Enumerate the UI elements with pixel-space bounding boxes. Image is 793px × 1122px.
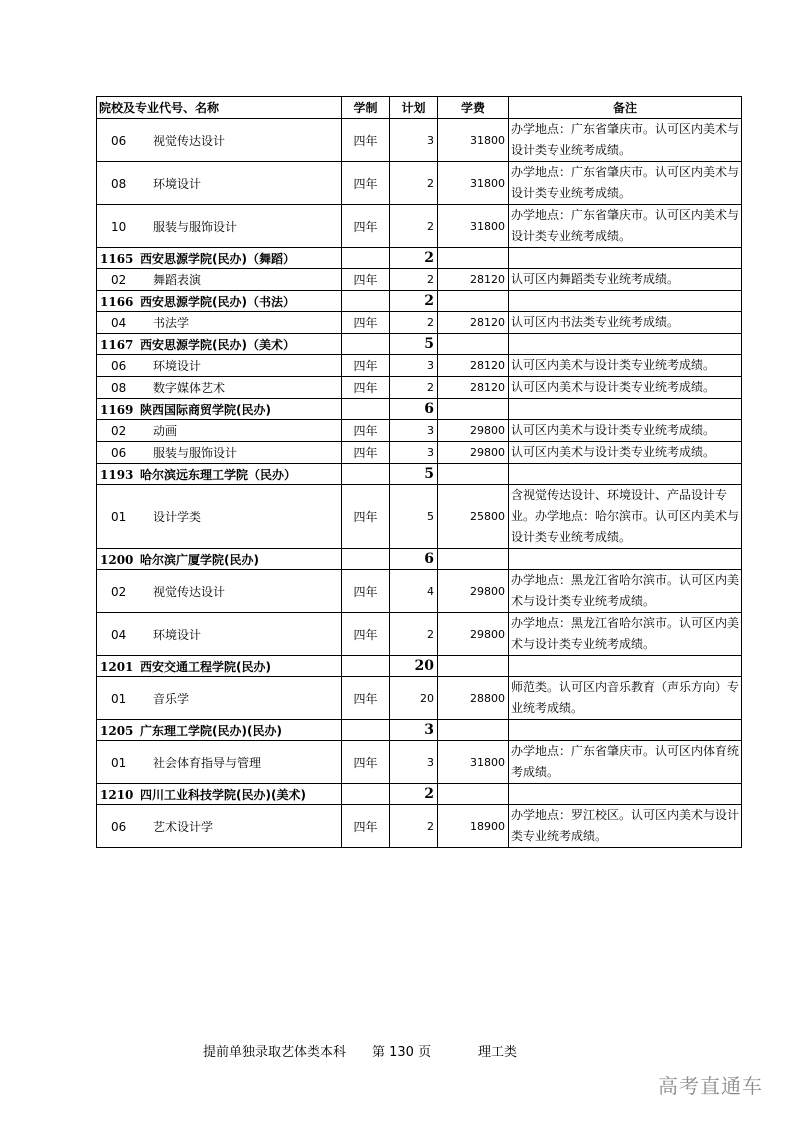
major-name: 环境设计 <box>153 359 202 373</box>
major-code: 01 <box>111 755 127 770</box>
major-name: 数字媒体艺术 <box>153 381 226 395</box>
admission-plan-table <box>96 96 742 848</box>
school-row <box>97 334 742 355</box>
footer-page-number: 第 130 页 <box>372 1045 432 1060</box>
major-fee: 31800 <box>438 741 509 784</box>
watermark: 高考直通车 <box>658 1074 763 1098</box>
major-code: 02 <box>111 424 127 438</box>
major-name: 视觉传达设计 <box>153 584 226 599</box>
major-note: 认可区内美术与设计类专业统考成绩。 <box>509 377 742 399</box>
major-duration: 四年 <box>342 377 390 399</box>
major-duration: 四年 <box>342 741 390 784</box>
major-code: 02 <box>111 584 127 599</box>
school-cell <box>97 291 342 312</box>
major-fee: 31800 <box>438 119 509 162</box>
major-cell <box>97 677 342 720</box>
school-note-cell <box>509 549 742 570</box>
major-note: 认可区内美术与设计类专业统考成绩。 <box>509 355 742 377</box>
major-cell <box>97 485 342 549</box>
school-cell <box>97 334 342 355</box>
school-name: 四川工业科技学院(民办)(美术) <box>140 787 306 802</box>
school-note-cell <box>509 248 742 269</box>
major-name: 社会体育指导与管理 <box>153 755 262 770</box>
school-plan: 5 <box>390 334 438 355</box>
school-duration-cell <box>342 656 390 677</box>
major-plan: 3 <box>390 741 438 784</box>
school-plan: 6 <box>390 549 438 570</box>
major-fee: 18900 <box>438 805 509 848</box>
major-row <box>97 377 742 399</box>
major-duration: 四年 <box>342 312 390 334</box>
major-plan: 4 <box>390 570 438 613</box>
table-header-row <box>97 97 742 119</box>
school-name: 西安交通工程学院(民办) <box>140 659 271 674</box>
major-cell <box>97 570 342 613</box>
major-plan: 20 <box>390 677 438 720</box>
major-code: 04 <box>111 316 127 330</box>
major-note: 办学地点：黑龙江省哈尔滨市。认可区内美术与设计类专业统考成绩。 <box>509 570 742 613</box>
major-row <box>97 570 742 613</box>
school-name: 西安思源学院(民办)（美术） <box>140 337 295 352</box>
major-plan: 2 <box>390 162 438 205</box>
major-code: 06 <box>111 359 127 373</box>
major-cell <box>97 312 342 334</box>
school-row <box>97 399 742 420</box>
major-note: 办学地点：罗江校区。认可区内美术与设计类专业统考成绩。 <box>509 805 742 848</box>
school-note-cell <box>509 399 742 420</box>
school-name: 西安思源学院(民办)（书法） <box>140 294 295 309</box>
school-code: 1169 <box>100 402 134 417</box>
major-note: 办学地点：广东省肇庆市。认可区内美术与设计类专业统考成绩。 <box>509 162 742 205</box>
school-row <box>97 291 742 312</box>
major-cell <box>97 442 342 464</box>
school-note-cell <box>509 291 742 312</box>
major-row <box>97 677 742 720</box>
major-name: 艺术设计学 <box>153 819 214 834</box>
major-fee: 29800 <box>438 442 509 464</box>
major-plan: 3 <box>390 119 438 162</box>
school-duration-cell <box>342 334 390 355</box>
school-name: 哈尔滨广厦学院(民办) <box>140 552 259 567</box>
major-row <box>97 741 742 784</box>
major-note: 办学地点：广东省肇庆市。认可区内美术与设计类专业统考成绩。 <box>509 205 742 248</box>
major-note: 认可区内美术与设计类专业统考成绩。 <box>509 420 742 442</box>
major-row <box>97 355 742 377</box>
major-name: 书法学 <box>153 316 190 330</box>
major-row <box>97 119 742 162</box>
major-note: 认可区内美术与设计类专业统考成绩。 <box>509 442 742 464</box>
header-name: 院校及专业代号、名称 <box>97 97 342 119</box>
major-name: 音乐学 <box>153 691 190 706</box>
school-name: 哈尔滨远东理工学院（民办） <box>140 467 297 482</box>
school-fee-cell <box>438 399 509 420</box>
major-name: 环境设计 <box>153 176 202 191</box>
header-duration: 学制 <box>342 97 390 119</box>
major-cell <box>97 162 342 205</box>
footer-track: 理工类 <box>478 1045 518 1060</box>
major-row <box>97 205 742 248</box>
school-cell <box>97 720 342 741</box>
school-fee-cell <box>438 720 509 741</box>
school-code: 1193 <box>100 467 134 482</box>
school-plan: 6 <box>390 399 438 420</box>
school-plan: 2 <box>390 291 438 312</box>
major-plan: 2 <box>390 805 438 848</box>
major-name: 视觉传达设计 <box>153 133 226 148</box>
major-note: 办学地点：广东省肇庆市。认可区内美术与设计类专业统考成绩。 <box>509 119 742 162</box>
school-row <box>97 784 742 805</box>
major-duration: 四年 <box>342 442 390 464</box>
major-duration: 四年 <box>342 613 390 656</box>
major-plan: 3 <box>390 420 438 442</box>
major-row <box>97 312 742 334</box>
major-cell <box>97 741 342 784</box>
major-note: 办学地点：广东省肇庆市。认可区内体育统考成绩。 <box>509 741 742 784</box>
major-duration: 四年 <box>342 805 390 848</box>
major-duration: 四年 <box>342 119 390 162</box>
major-code: 06 <box>111 819 127 834</box>
major-duration: 四年 <box>342 570 390 613</box>
major-code: 01 <box>111 510 127 524</box>
school-code: 1165 <box>100 251 134 266</box>
major-fee: 28120 <box>438 355 509 377</box>
major-cell <box>97 355 342 377</box>
major-plan: 2 <box>390 269 438 291</box>
major-cell <box>97 205 342 248</box>
major-duration: 四年 <box>342 162 390 205</box>
major-fee: 29800 <box>438 570 509 613</box>
school-code: 1205 <box>100 723 134 738</box>
major-note: 办学地点：黑龙江省哈尔滨市。认可区内美术与设计类专业统考成绩。 <box>509 613 742 656</box>
school-fee-cell <box>438 656 509 677</box>
major-row <box>97 442 742 464</box>
major-plan: 2 <box>390 613 438 656</box>
major-cell <box>97 377 342 399</box>
school-plan: 2 <box>390 784 438 805</box>
major-code: 02 <box>111 273 127 287</box>
school-note-cell <box>509 656 742 677</box>
major-plan: 2 <box>390 312 438 334</box>
major-code: 06 <box>111 446 127 460</box>
major-duration: 四年 <box>342 269 390 291</box>
major-plan: 2 <box>390 377 438 399</box>
school-fee-cell <box>438 334 509 355</box>
major-cell <box>97 613 342 656</box>
school-cell <box>97 248 342 269</box>
major-row <box>97 613 742 656</box>
school-plan: 2 <box>390 248 438 269</box>
school-code: 1166 <box>100 294 134 309</box>
major-duration: 四年 <box>342 205 390 248</box>
school-duration-cell <box>342 549 390 570</box>
school-row <box>97 720 742 741</box>
header-note: 备注 <box>509 97 742 119</box>
major-duration: 四年 <box>342 677 390 720</box>
school-cell <box>97 656 342 677</box>
school-name: 广东理工学院(民办)(民办) <box>140 723 282 738</box>
major-fee: 28120 <box>438 269 509 291</box>
major-fee: 31800 <box>438 205 509 248</box>
school-name: 西安思源学院(民办)（舞蹈） <box>140 251 295 266</box>
school-code: 1210 <box>100 787 134 802</box>
school-fee-cell <box>438 549 509 570</box>
school-cell <box>97 399 342 420</box>
major-duration: 四年 <box>342 485 390 549</box>
school-row <box>97 248 742 269</box>
major-fee: 31800 <box>438 162 509 205</box>
major-plan: 3 <box>390 442 438 464</box>
major-plan: 2 <box>390 205 438 248</box>
major-fee: 29800 <box>438 613 509 656</box>
school-fee-cell <box>438 291 509 312</box>
major-code: 08 <box>111 176 127 191</box>
school-row <box>97 549 742 570</box>
school-duration-cell <box>342 720 390 741</box>
school-note-cell <box>509 784 742 805</box>
major-name: 服装与服饰设计 <box>153 219 238 234</box>
footer-category: 提前单独录取艺体类本科 <box>203 1045 347 1060</box>
major-row <box>97 805 742 848</box>
school-cell <box>97 549 342 570</box>
major-cell <box>97 805 342 848</box>
major-cell <box>97 269 342 291</box>
major-fee: 25800 <box>438 485 509 549</box>
major-row <box>97 162 742 205</box>
school-note-cell <box>509 464 742 485</box>
major-name: 服装与服饰设计 <box>153 446 238 460</box>
major-code: 08 <box>111 381 127 395</box>
school-name: 陕西国际商贸学院(民办) <box>140 402 271 417</box>
school-code: 1201 <box>100 659 134 674</box>
major-plan: 5 <box>390 485 438 549</box>
major-note: 师范类。认可区内音乐教育（声乐方向）专业统考成绩。 <box>509 677 742 720</box>
major-cell <box>97 420 342 442</box>
school-fee-cell <box>438 784 509 805</box>
school-code: 1200 <box>100 552 134 567</box>
major-plan: 3 <box>390 355 438 377</box>
school-fee-cell <box>438 464 509 485</box>
school-plan: 5 <box>390 464 438 485</box>
major-code: 06 <box>111 133 127 148</box>
school-plan: 3 <box>390 720 438 741</box>
major-name: 环境设计 <box>153 627 202 642</box>
major-fee: 28120 <box>438 377 509 399</box>
school-code: 1167 <box>100 337 134 352</box>
major-name: 舞蹈表演 <box>153 273 202 287</box>
major-note: 含视觉传达设计、环境设计、产品设计专业。办学地点：哈尔滨市。认可区内美术与设计类专业统考成绩。 <box>509 485 742 549</box>
header-fee: 学费 <box>438 97 509 119</box>
school-note-cell <box>509 720 742 741</box>
school-duration-cell <box>342 464 390 485</box>
major-code: 04 <box>111 627 127 642</box>
major-note: 认可区内书法类专业统考成绩。 <box>509 312 742 334</box>
major-duration: 四年 <box>342 355 390 377</box>
major-row <box>97 420 742 442</box>
school-note-cell <box>509 334 742 355</box>
major-fee: 29800 <box>438 420 509 442</box>
major-code: 10 <box>111 219 127 234</box>
major-duration: 四年 <box>342 420 390 442</box>
school-cell <box>97 464 342 485</box>
school-duration-cell <box>342 248 390 269</box>
table-body <box>97 119 742 848</box>
major-cell <box>97 119 342 162</box>
school-row <box>97 464 742 485</box>
header-plan: 计划 <box>390 97 438 119</box>
major-name: 动画 <box>153 424 178 438</box>
major-fee: 28800 <box>438 677 509 720</box>
school-duration-cell <box>342 784 390 805</box>
major-name: 设计学类 <box>153 510 202 524</box>
school-cell <box>97 784 342 805</box>
major-code: 01 <box>111 691 127 706</box>
major-note: 认可区内舞蹈类专业统考成绩。 <box>509 269 742 291</box>
school-duration-cell <box>342 291 390 312</box>
school-row <box>97 656 742 677</box>
school-duration-cell <box>342 399 390 420</box>
school-plan: 20 <box>390 656 438 677</box>
school-fee-cell <box>438 248 509 269</box>
major-fee: 28120 <box>438 312 509 334</box>
major-row <box>97 269 742 291</box>
major-row <box>97 485 742 549</box>
